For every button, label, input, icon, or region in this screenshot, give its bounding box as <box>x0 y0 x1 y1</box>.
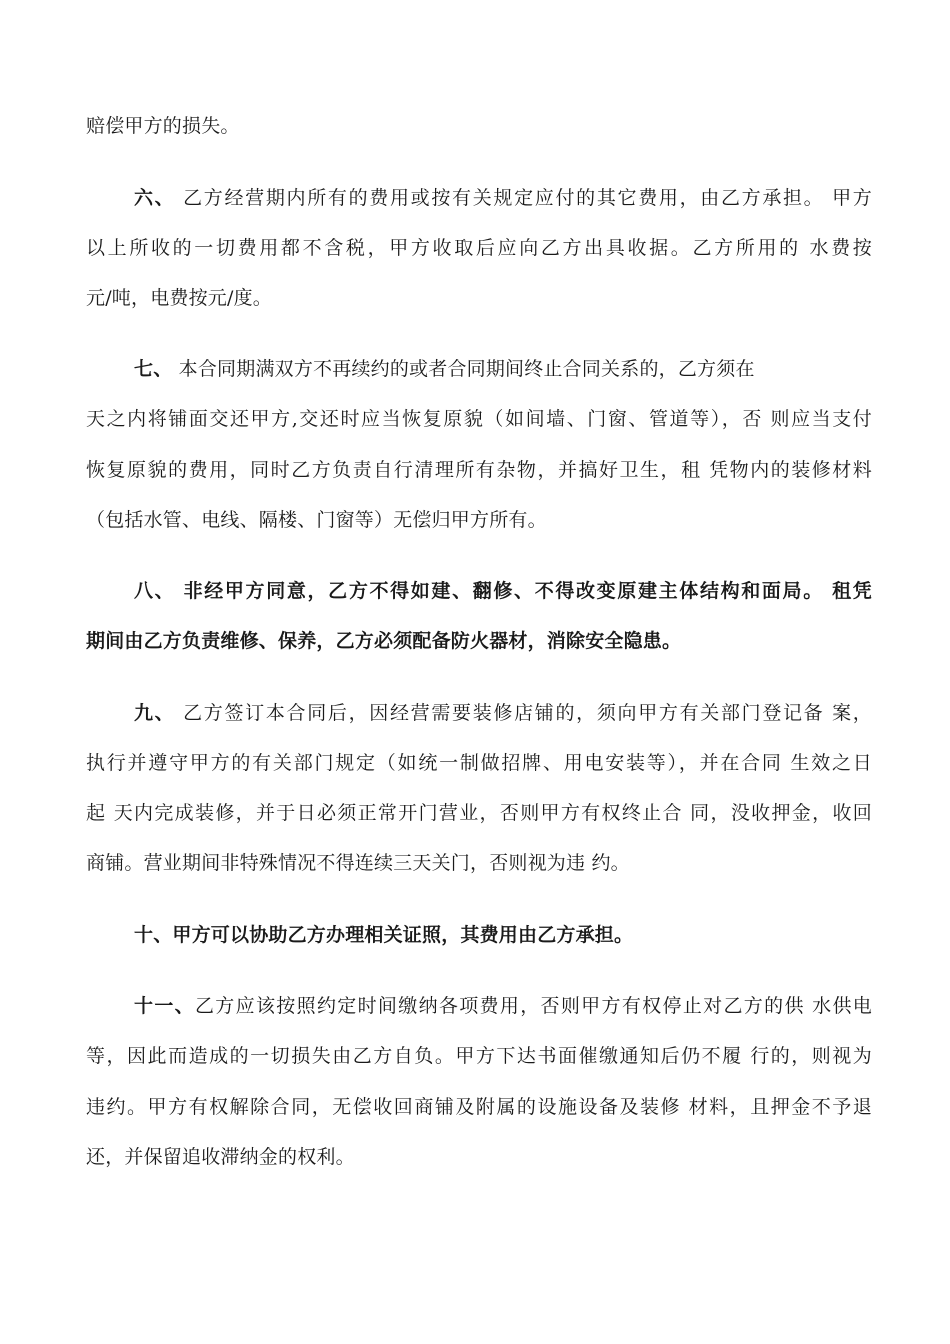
clause-11-text-1: 乙方应该按照约定时间缴纳各项费用，否则甲方有权停止对乙方的供 水供电 <box>194 995 872 1017</box>
clause-7-line-4 <box>86 508 547 532</box>
clause-7-line-1 <box>134 357 755 381</box>
clause-7-text-4: （包括水管、电线、隔楼、门窗等）无偿归甲方所有。 <box>86 509 547 531</box>
intro-tail-line <box>86 114 240 138</box>
clause-9-line-4 <box>86 851 630 875</box>
clause-7-text-2: 天之内将铺面交还甲方,交还时应当恢复原貌（如间墙、门窗、管道等），否 则应当支付 <box>86 408 872 430</box>
clause-7-number: 七、 <box>134 358 173 380</box>
clause-10-number: 十、 <box>134 924 173 946</box>
clause-11-number: 十一、 <box>134 995 195 1017</box>
clause-10-line-1 <box>134 923 633 947</box>
clause-9-number: 九、 <box>134 702 176 724</box>
clause-11-line-4 <box>86 1145 355 1169</box>
clause-8-text-2: 期间由乙方负责维修、保养，乙方必须配备防火器材，消除安全隐患。 <box>86 630 682 652</box>
clause-11-text-3: 违约。甲方有权解除合同，无偿收回商铺及附属的设施设备及装修 材料，且押金不予退 <box>86 1096 872 1118</box>
clause-6-number: 六、 <box>134 187 176 209</box>
clause-7-line-3 <box>86 458 872 482</box>
clause-7-text-1: 本合同期满双方不再续约的或者合同期间终止合同关系的，乙方须在 <box>172 358 755 380</box>
clause-9-line-3 <box>86 801 872 825</box>
clause-6-text-3: 元/吨，电费按元/度。 <box>86 287 273 309</box>
clause-6-line-3 <box>86 286 272 310</box>
clause-11-text-4: 还，并保留追收滞纳金的权利。 <box>86 1146 355 1168</box>
clause-9-line-2 <box>86 751 872 775</box>
intro-tail-text: 赔偿甲方的损失。 <box>86 115 240 137</box>
clause-6-text-2: 以上所收的一切费用都不含税，甲方收取后应向乙方出具收据。乙方所用的 水费按 <box>86 237 872 259</box>
clause-10-text-1: 甲方可以协助乙方办理相关证照，其费用由乙方承担。 <box>172 924 634 946</box>
clause-6-line-2 <box>86 236 872 260</box>
clause-6-text-1: 乙方经营期内所有的费用或按有关规定应付的其它费用，由乙方承担。 甲方 <box>175 187 872 209</box>
clause-11-line-3 <box>86 1095 872 1119</box>
clause-11-line-1 <box>134 994 872 1018</box>
clause-9-text-2: 执行并遵守甲方的有关部门规定（如统一制做招牌、用电安装等），并在合同 生效之日 <box>86 752 872 774</box>
clause-7-line-2 <box>86 407 872 431</box>
clause-8-number: 八、 <box>134 580 176 602</box>
clause-8-line-1 <box>134 579 872 603</box>
clause-9-text-1: 乙方签订本合同后，因经营需要装修店铺的，须向甲方有关部门登记备 案， <box>175 702 872 724</box>
clause-9-line-1 <box>134 701 872 725</box>
clause-8-text-1: 非经甲方同意，乙方不得如建、翻修、不得改变原建主体结构和面局。 租凭 <box>175 580 872 602</box>
clause-11-line-2 <box>86 1044 872 1068</box>
clause-9-text-4: 商铺。营业期间非特殊情况不得连续三天关门，否则视为违 约。 <box>86 852 630 874</box>
clause-9-text-3: 起 天内完成装修，并于日必须正常开门营业，否则甲方有权终止合 同，没收押金，收回 <box>86 802 872 824</box>
clause-8-line-2 <box>86 629 681 653</box>
clause-6-line-1 <box>134 186 872 210</box>
clause-11-text-2: 等，因此而造成的一切损失由乙方自负。甲方下达书面催缴通知后仍不履 行的，则视为 <box>86 1045 872 1067</box>
clause-7-text-3: 恢复原貌的费用，同时乙方负责自行清理所有杂物，并搞好卫生，租 凭物内的装修材料 <box>86 459 872 481</box>
